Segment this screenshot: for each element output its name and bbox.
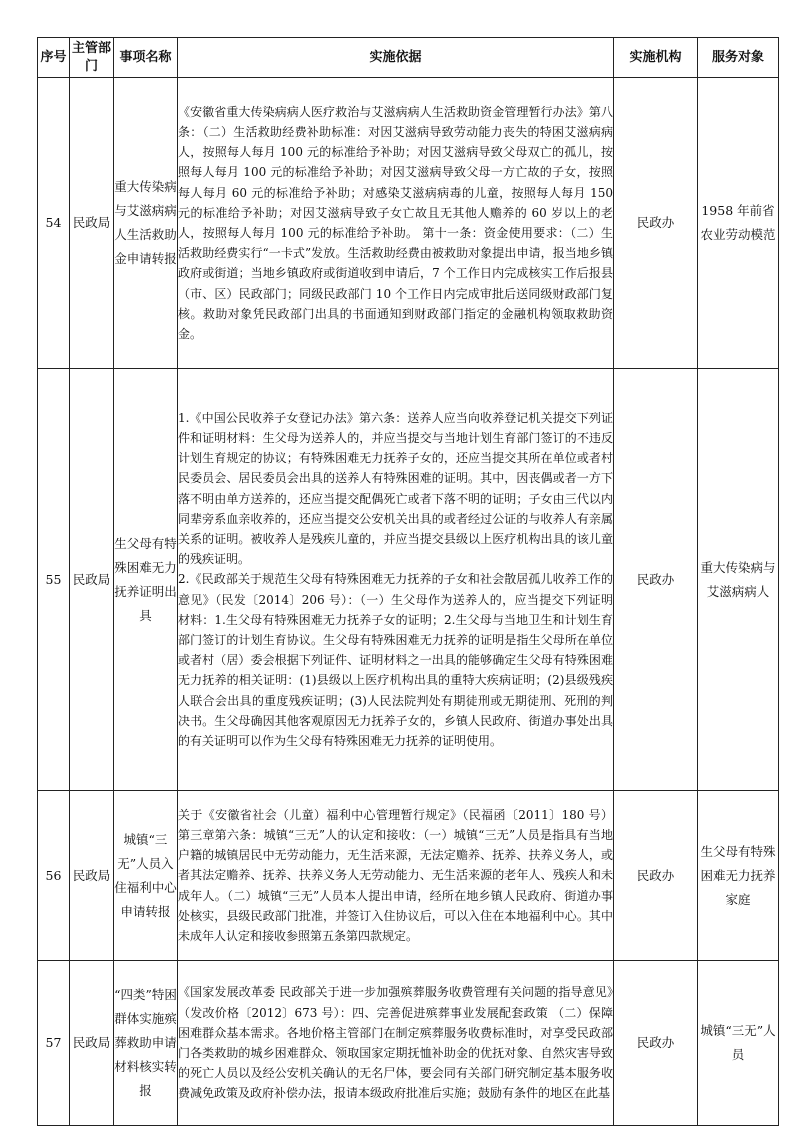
basis-paragraph: 《安徽省重大传染病病人医疗救治与艾滋病病人生活救助资金管理暂行办法》第八条：（二）生活救助经费补助标准：对因艾滋病导致劳动能力丧失的特困艾滋病病人，按照每人每月 100 元的标准给予补助；对因艾滋病导致父母双亡的孤儿，按照每人每月 100 元的标准给予补助；对因艾滋病导致父母一方亡故的子女，按照每人每月 60 元的标准给予补助；对感染艾滋病病毒的儿童，按照每人每月 150 元的标准给予补助；对因艾滋病导致子女亡故且无其他人赡养的 60 岁以上的老人，按照每人每月 100 元的标准给予补助。 第十一条：资金使用要求：（二）生活救助经费实行“一卡式”发放。生活救助经费由被救助对象提出申请，报当地乡镇政府或街道；当地乡镇政府或街道收到申请后，7 个工作日内完成核实工作后报县（市、区）民政部门；同级民政部门 10 个工作日内完成审批后送同级财政部门复核。救助对象凭民政部门出具的书面通知到财政部门指定的金融机构领取救助资金。: [178, 104, 613, 342]
row-dept: 民政局: [70, 78, 114, 369]
row-basis: [178, 961, 614, 1126]
table-row: [38, 78, 779, 369]
row-name: “四类”特困群体实施殡葬救助申请材料核实转报: [114, 961, 178, 1126]
row-basis: [178, 369, 614, 791]
row-target: 重大传染病与艾滋病病人: [698, 369, 779, 791]
table-row: [38, 961, 779, 1126]
row-agency: 民政办: [614, 791, 698, 961]
row-name: 生父母有特殊困难无力抚养证明出具: [114, 369, 178, 791]
row-target: 城镇“三无”人员: [698, 961, 779, 1126]
table-row: [38, 369, 779, 791]
header-agency: 实施机构: [614, 38, 698, 78]
row-target: 1958 年前省农业劳动模范: [698, 78, 779, 369]
row-seq: 57: [38, 961, 70, 1126]
header-dept: 主管部门: [70, 38, 114, 78]
row-agency: 民政办: [614, 369, 698, 791]
row-basis: [178, 78, 614, 369]
row-seq: 56: [38, 791, 70, 961]
row-agency: 民政办: [614, 961, 698, 1126]
service-table: [37, 37, 779, 1126]
basis-paragraph: 1.《中国公民收养子女登记办法》第六条：送养人应当向收养登记机关提交下列证件和证明材料：生父母为送养人的，并应当提交与当地计划生育部门签订的不违反计划生育规定的协议；有特殊困难无力抚养子女的，还应当提交其所在单位或者村民委员会、居民委员会出具的送养人有特殊困难的证明。其中，因丧偶或者一方下落不明由单方送养的，还应当提交配偶死亡或者下落不明的证明；子女由三代以内同辈旁系血亲收养的，还应当提交公安机关出具的或者经过公证的与收养人有亲属关系的证明。被收养人是残疾儿童的，并应当提交县级以上医疗机构出具的该儿童的残疾证明。: [178, 410, 613, 567]
table-row: [38, 791, 779, 961]
row-name: 城镇“三无”人员入住福利中心申请转报: [114, 791, 178, 961]
row-dept: 民政局: [70, 369, 114, 791]
row-dept: 民政局: [70, 961, 114, 1126]
row-seq: 55: [38, 369, 70, 791]
row-target: 生父母有特殊困难无力抚养家庭: [698, 791, 779, 961]
basis-paragraph: 2.《民政部关于规范生父母有特殊困难无力抚养的子女和社会散居孤儿收养工作的意见》（民发〔2014〕206 号）：（一）生父母作为送养人的，应当提交下列证明材料：1.生父母有特殊困难无力抚养子女的证明；2.生父母与当地卫生和计划生育部门签订的计划生育协议。生父母有特殊困难无力抚养的证明是指生父母所在单位或者村（居）委会根据下列证件、证明材料之一出具的能够确定生父母有特殊困难无力抚养的相关证明：(1)县级以上医疗机构出具的重特大疾病证明；(2)县级残疾人联合会出具的重度残疾证明；(3)人民法院判处有期徒刑或无期徒刑、死刑的判决书。生父母确因其他客观原因无力抚养子女的，乡镇人民政府、街道办事处出具的有关证明可以作为生父母有特殊困难无力抚养的证明使用。: [178, 572, 613, 749]
row-name: 重大传染病与艾滋病病人生活救助金申请转报: [114, 78, 178, 369]
header-row: [38, 38, 779, 78]
header-seq: 序号: [38, 38, 70, 78]
header-basis: 实施依据: [178, 38, 614, 78]
header-name: 事项名称: [114, 38, 178, 78]
row-agency: 民政办: [614, 78, 698, 369]
row-basis: [178, 791, 614, 961]
row-seq: 54: [38, 78, 70, 369]
basis-paragraph: 关于《安徽省社会（儿童）福利中心管理暂行规定》（民福函〔2011〕180 号）第三章第六条：城镇“三无”人的认定和接收：（一）城镇“三无”人员是指具有当地户籍的城镇居民中无劳动能力，无生活来源，无法定赡养、抚养、扶养义务人，或者其法定赡养、抚养、扶养义务人无劳动能力、无生活来源的老年人、残疾人和未成年人。（二）城镇“三无”人员本人提出申请，经所在地乡镇人民政府、街道办事处核实，县级民政部门批准，并签订入住协议后，可以入住在本地福利中心。其中未成年人认定和接收参照第五条第四款规定。: [178, 807, 613, 943]
basis-paragraph: 《国家发展改革委 民政部关于进一步加强殡葬服务收费管理有关问题的指导意见》（发改价格〔2012〕673 号）：四、完善促进殡葬事业发展配套政策 （二）保障困难群众基本需求。各地价格主管部门在制定殡葬服务收费标准时，对享受民政部门各类救助的城乡困难群众、领取国家定期抚恤补助金的优抚对象、自然灾害导致的死亡人员以及经公安机关确认的无名尸体，要会同有关部门研究制定基本服务收费减免政策及政府补偿办法，报请本级政府批准后实施；鼓励有条件的地区在此基: [178, 985, 613, 1101]
row-dept: 民政局: [70, 791, 114, 961]
header-target: 服务对象: [698, 38, 779, 78]
